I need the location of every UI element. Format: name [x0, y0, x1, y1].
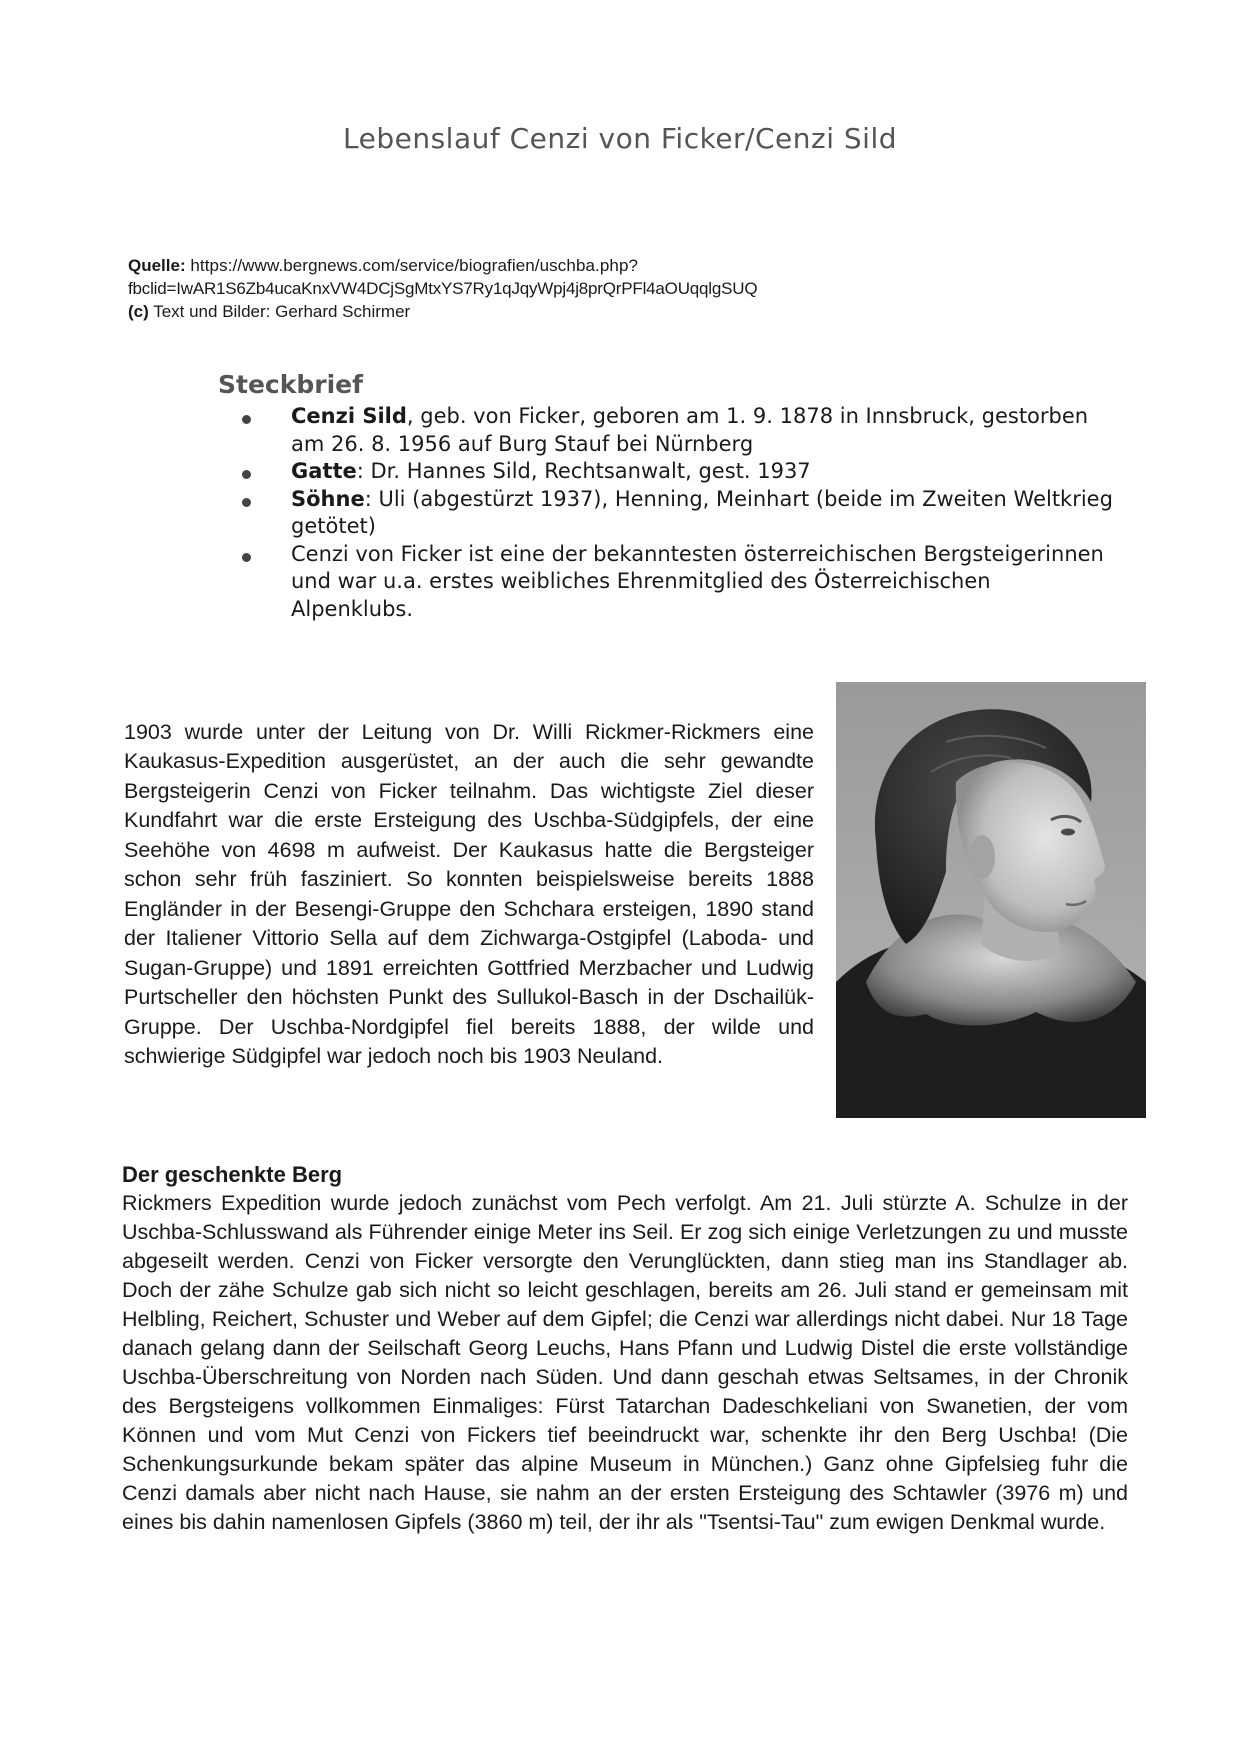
item-bold: Cenzi Sild	[291, 404, 407, 428]
source-label: Quelle:	[128, 256, 186, 275]
steckbrief-item	[218, 486, 1118, 541]
bullet-icon	[242, 470, 251, 479]
source-url: https://www.bergnews.com/service/biografien/uschba.php?	[190, 256, 639, 275]
bullet-icon	[242, 415, 251, 424]
portrait-image	[836, 682, 1146, 1118]
steckbrief-heading: Steckbrief	[218, 370, 363, 399]
item-text: : Uli (abgestürzt 1937), Henning, Meinhart (beide im Zweiten Weltkrieg getötet)	[291, 486, 1113, 538]
steckbrief-item	[218, 458, 1118, 486]
intro-paragraph: 1903 wurde unter der Leitung von Dr. Willi Rickmer-Rickmers eine Kaukasus-Expedition ausgerüstet, an der auch die sehr gewandte Bergsteigerin Cenzi von Ficker teilnahm. Das wichtigste Ziel dieser Kundfahrt war die erste Ersteigung des Uschba-Südgipfels, der eine Seehöhe von 4698 m aufweist. Der Kaukasus hatte die Bergsteiger schon sehr früh fasziniert. So konnten beispielsweise bereits 1888 Engländer in der Besengi-Gruppe den Schchara ersteigen, 1890 stand der Italiener Vittorio Sella auf dem Zichwarga-Ostgipfel (Laboda- und Sugan-Gruppe) und 1891 erreichten Gottfried Merzbacher und Ludwig Purtscheller den höchsten Punkt des Sullukol-Basch in der Dschailük-Gruppe. Der Uschba-Nordgipfel fiel bereits 1888, der wilde und schwierige Südgipfel war jedoch noch bis 1903 Neuland.	[124, 719, 814, 1068]
item-text: , geb. von Ficker, geboren am 1. 9. 1878 in Innsbruck, gestorben am 26. 8. 1956 auf Burg Stauf bei Nürnberg	[291, 404, 1089, 456]
item-text: Cenzi von Ficker ist eine der bekanntesten österreichischen Bergsteigerinnen und war u.a. erstes weibliches Ehrenmitglied des Österreichischen Alpenklubs.	[291, 541, 1104, 621]
steckbrief-item	[218, 541, 1118, 624]
copyright-line	[128, 300, 1128, 323]
section-geschenkter-berg	[122, 1160, 1128, 1537]
copyright-text: Text und Bilder: Gerhard Schirmer	[153, 302, 411, 321]
steckbrief-box	[218, 370, 1118, 623]
page-title: Lebenslauf Cenzi von Ficker/Cenzi Sild	[343, 122, 897, 155]
steckbrief-list	[218, 403, 1118, 623]
item-text: : Dr. Hannes Sild, Rechtsanwalt, gest. 1937	[356, 459, 811, 483]
source-url-continued: fbclid=IwAR1S6Zb4ucaKnxVW4DCjSgMtxYS7Ry1qJqyWpj4j8prQrPFl4aOUqqlgSUQ	[128, 279, 758, 298]
item-bold: Söhne	[291, 486, 365, 511]
bullet-icon	[242, 498, 251, 507]
source-line	[128, 254, 1128, 277]
portrait-photo	[836, 682, 1146, 1118]
steckbrief-item	[218, 403, 1118, 458]
section-heading: Der geschenkte Berg	[122, 1162, 343, 1187]
section-body: Rickmers Expedition wurde jedoch zunächst vom Pech verfolgt. Am 21. Juli stürzte A. Schulze in der Uschba-Schlusswand als Führender einige Meter ins Seil. Er zog sich einige Verletzungen zu und musste abgeseilt werden. Cenzi von Ficker versorgte den Verunglückten, dann stieg man ins Standlager ab. Doch der zähe Schulze gab sich nicht so leicht geschlagen, bereits am 26. Juli stand er gemeinsam mit Helbling, Reichert, Schuster und Weber auf dem Gipfel; die Cenzi war allerdings nicht dabei. Nur 18 Tage danach gelang dann der Seilschaft Georg Leuchs, Hans Pfann und Ludwig Distel die erste vollständige Uschba-Überschreitung von Norden nach Süden. Und dann geschah etwas Seltsames, in der Chronik des Bergsteigens vollkommen Einmaliges: Fürst Tatarchan Dadeschkeliani von Swanetien, der vom Können und vom Mut Cenzi von Fickers tief beeindruckt war, schenkte ihr den Berg Uschba! (Die Schenkungsurkunde bekam später das alpine Museum in München.) Ganz ohne Gipfelsieg fuhr die Cenzi damals aber nicht nach Hause, sie nahm an der ersten Ersteigung des Schtawler (3976 m) und eines bis dahin namenlosen Gipfels (3860 m) teil, der ihr als "Tsentsi-Tau" zum ewigen Denkmal wurde.	[122, 1191, 1128, 1534]
bullet-icon	[242, 553, 251, 562]
source-block	[128, 254, 1128, 323]
copyright-label: (c)	[128, 302, 149, 321]
item-bold: Gatte	[291, 459, 357, 483]
